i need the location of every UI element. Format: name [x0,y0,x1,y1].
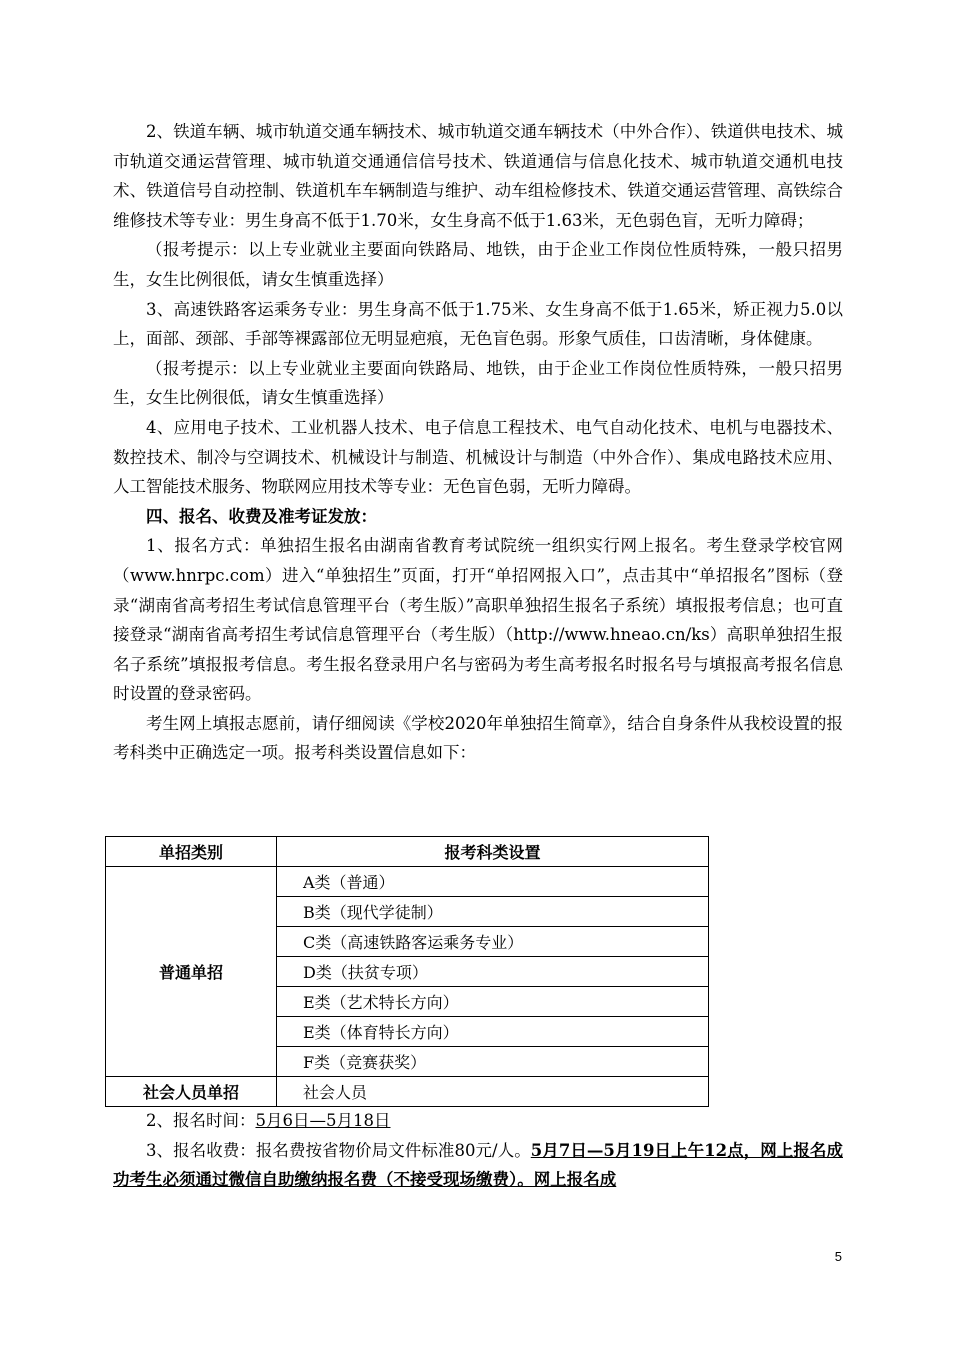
time-value: 5月6日—5月18日 [255,1111,391,1130]
table-cell-category: 社会人员单招 [106,1077,277,1107]
paragraph: 1、报名方式：单独招生报名由湖南省教育考试院统一组织实行网上报名。考生登录学校官网（www.hnrpc.com）进入“单独招生”页面，打开“单招网报入口”，点击其中“单招报名”图标（登录“湖南省高考招生考试信息管理平台（考生版）”高职单独招生报名子系统）填报报考信息；也可直接登录“湖南省高考招生考试信息管理平台（考生版）（http://www.hneao.cn/ks）高职单独招生报名子系统”填报报考信息。考生报名登录用户名与密码为考生高考报名时报名号与填报高考报名信息时设置的登录密码。 [113,536,843,704]
category-table [105,836,709,1107]
table-cell-option: 社会人员 [277,1077,709,1107]
paragraph: 4、应用电子技术、工业机器人技术、电子信息工程技术、电气自动化技术、电机与电器技术、数控技术、制冷与空调技术、机械设计与制造、机械设计与制造（中外合作）、集成电路技术应用、人工智能技术服务、物联网应用技术等专业：无色盲色弱，无听力障碍。 [113,417,843,497]
table-cell-option: E类（艺术特长方向） [277,987,709,1017]
table-cell-option: F类（竞赛获奖） [277,1047,709,1077]
section-heading: 四、报名、收费及准考证发放： [146,506,377,526]
table-header-row [106,837,709,867]
paragraph-fee [113,1136,843,1195]
table-cell-option: C类（高速铁路客运乘务专业） [277,927,709,957]
table-cell-option: D类（扶贫专项） [277,957,709,987]
table-cell-option: B类（现代学徒制） [277,897,709,927]
fee-emphasis: 5月7日—5月19日上午12点，网上报名成功考生必须通过微信自助缴纳报名费（不接受现场缴费）。网上报名成 [113,1140,843,1190]
body-text-bottom [113,1106,843,1195]
body-text-top [113,117,843,768]
table-cell-option: A类（普通） [277,867,709,897]
paragraph-time [113,1106,843,1136]
page-number: 5 [834,1249,842,1264]
table-header-options: 报考科类设置 [277,837,709,867]
time-label: 2、报名时间： [146,1111,256,1130]
paragraph-note: （报考提示：以上专业就业主要面向铁路局、地铁，由于企业工作岗位性质特殊，一般只招男生，女生比例很低，请女生慎重选择） [113,358,843,408]
table-header-category: 单招类别 [106,837,277,867]
table-row [106,1077,709,1107]
paragraph-note: （报考提示：以上专业就业主要面向铁路局、地铁，由于企业工作岗位性质特殊，一般只招男生，女生比例很低，请女生慎重选择） [113,240,843,289]
paragraph: 2、铁道车辆、城市轨道交通车辆技术、城市轨道交通车辆技术（中外合作）、铁道供电技术、城市轨道交通运营管理、城市轨道交通通信信号技术、铁道通信与信息化技术、城市轨道交通机电技术、铁道信号自动控制、铁道机车车辆制造与维护、动车组检修技术、铁道交通运营管理、高铁综合维修技术等专业：男生身高不低于1.70米，女生身高不低于1.63米，无色弱色盲，无听力障碍； [113,122,843,230]
paragraph: 3、高速铁路客运乘务专业：男生身高不低于1.75米、女生身高不低于1.65米，矫正视力5.0以上，面部、颈部、手部等裸露部位无明显疤痕，无色盲色弱。形象气质佳，口齿清晰，身体健康。 [113,299,843,349]
table-row [106,867,709,897]
paragraph: 考生网上填报志愿前，请仔细阅读《学校2020年单独招生简章》，结合自身条件从我校设置的报考科类中正确选定一项。报考科类设置信息如下： [113,713,843,763]
table-cell-option: E类（体育特长方向） [277,1017,709,1047]
fee-label: 3、报名收费：报名费按省物价局文件标准80元/人。 [146,1140,531,1160]
table-cell-category: 普通单招 [106,867,277,1077]
